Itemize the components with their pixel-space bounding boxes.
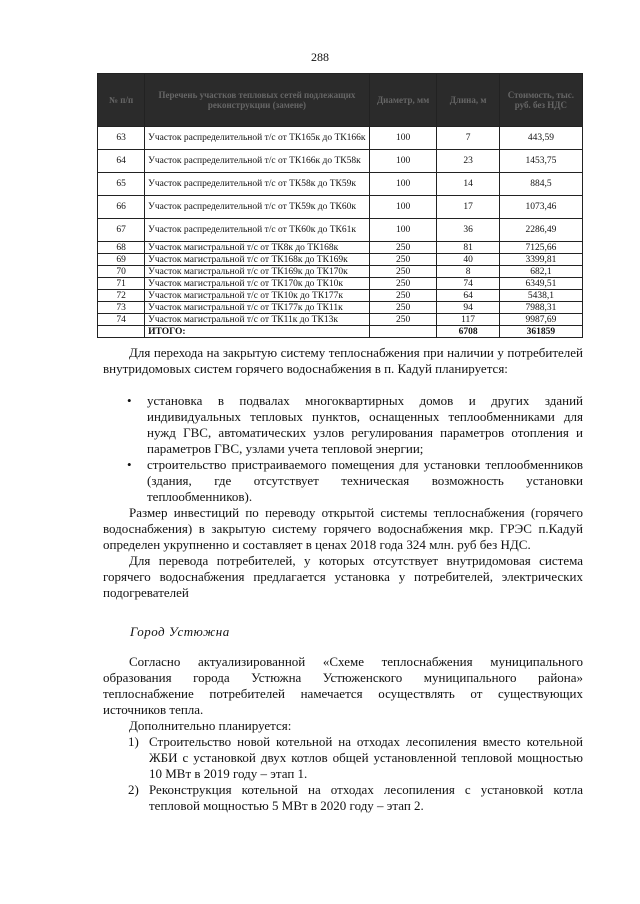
cell-cost: 9987,69 (499, 314, 582, 326)
cell-number: 74 (98, 314, 145, 326)
table-row (98, 254, 583, 266)
cell-number: 64 (98, 150, 145, 173)
section-heading: Город Устюжна (130, 624, 230, 639)
table-row (98, 242, 583, 254)
bullet-item: • установка в подвалах многоквартирных домов и других зданий индивидуальных тепловых пунктов, оснащенных теплообменниками для нужд ГВС, автоматических узлов регулирования параметров отопления и параметров ГВС, узлами учета тепловой энергии; (103, 393, 583, 457)
cell-section: Участок распределительной т/с от ТК59к до ТК60к (145, 196, 370, 219)
col-header-number: № п/п (98, 74, 145, 127)
cell-section: Участок распределительной т/с от ТК60к до ТК61к (145, 219, 370, 242)
item-marker: 2) (128, 782, 139, 797)
cell-diameter: 100 (369, 150, 437, 173)
cell-length: 14 (437, 173, 499, 196)
cell-number (98, 326, 145, 338)
table-total-row (98, 326, 583, 338)
cell-diameter: 100 (369, 173, 437, 196)
cell-section: Участок магистральной т/с от ТК11к до ТК13к (145, 314, 370, 326)
item-text: Строительство новой котельной на отходах лесопиления вместо котельной ЖБИ с установкой двух котлов общей установленной тепловой мощностью 10 МВт в 2019 году – этап 1. (149, 734, 583, 781)
cell-diameter: 100 (369, 127, 437, 150)
table-row (98, 302, 583, 314)
table-row (98, 266, 583, 278)
paragraph-electric-heaters: Для перевода потребителей, у которых отсутствует внутридомовая система горячего водоснабжения предлагается установка у потребителей, электрических подогревателей (103, 553, 583, 600)
cell-length: 74 (437, 278, 499, 290)
cell-diameter: 250 (369, 314, 437, 326)
cell-number: 65 (98, 173, 145, 196)
pipeline-cost-table (97, 73, 583, 338)
col-header-cost: Стоимость, тыс. руб. без НДС (499, 74, 582, 127)
numbered-item (128, 734, 583, 782)
cell-length: 40 (437, 254, 499, 266)
cell-number: 67 (98, 219, 145, 242)
cell-section: Участок распределительной т/с от ТК165к до ТК166к (145, 127, 370, 150)
cell-diameter: 250 (369, 254, 437, 266)
table-row (98, 278, 583, 290)
cell-section: Участок магистральной т/с от ТК169к до ТК170к (145, 266, 370, 278)
bullet-item: • строительство пристраиваемого помещения для установки теплообменников (здания, где отсутствует техническая возможность установки теплообменников). (103, 457, 583, 505)
cell-cost: 443,59 (499, 127, 582, 150)
table-row (98, 173, 583, 196)
col-header-diameter: Диаметр, мм (369, 74, 437, 127)
cell-number: 71 (98, 278, 145, 290)
cell-section: Участок магистральной т/с от ТК8к до ТК168к (145, 242, 370, 254)
item-marker: 1) (128, 734, 139, 749)
cell-length: 64 (437, 290, 499, 302)
cell-length: 81 (437, 242, 499, 254)
cell-length: 94 (437, 302, 499, 314)
cell-diameter: 250 (369, 302, 437, 314)
cell-cost: 5438,1 (499, 290, 582, 302)
item-text: Реконструкция котельной на отходах лесопиления с установкой котла тепловой мощностью 5 МВт в 2020 году – этап 2. (149, 782, 583, 813)
paragraph-additional: Дополнительно планируется: (129, 718, 292, 733)
cell-cost: 7988,31 (499, 302, 582, 314)
cell-section: Участок магистральной т/с от ТК10к до ТК177к (145, 290, 370, 302)
cell-length: 7 (437, 127, 499, 150)
cell-section: Участок магистральной т/с от ТК168к до ТК169к (145, 254, 370, 266)
page-number: 288 (311, 50, 329, 64)
cell-diameter: 250 (369, 242, 437, 254)
table-row (98, 127, 583, 150)
table-row (98, 314, 583, 326)
cell-cost: 884,5 (499, 173, 582, 196)
cell-diameter: 100 (369, 219, 437, 242)
numbered-list (128, 734, 583, 814)
cell-length: 23 (437, 150, 499, 173)
cell-section: Участок распределительной т/с от ТК166к до ТК58к (145, 150, 370, 173)
total-label: ИТОГО: (145, 326, 370, 338)
cell-diameter: 250 (369, 266, 437, 278)
cell-diameter: 250 (369, 290, 437, 302)
cell-length: 117 (437, 314, 499, 326)
cell-number: 72 (98, 290, 145, 302)
cell-cost: 6349,51 (499, 278, 582, 290)
table-row (98, 196, 583, 219)
paragraph-heat-scheme: Согласно актуализированной «Схеме теплоснабжения муниципального образования города Устюжна Устюженского муниципального района» теплоснабжение потребителей намечается осуществлять от существующих источников тепла. (103, 654, 583, 717)
table-row (98, 150, 583, 173)
cell-number: 63 (98, 127, 145, 150)
cell-cost: 1073,46 (499, 196, 582, 219)
bullet-list (103, 393, 583, 505)
table-row (98, 290, 583, 302)
cell-section: Участок распределительной т/с от ТК58к до ТК59к (145, 173, 370, 196)
numbered-item (128, 782, 583, 814)
cell-cost: 7125,66 (499, 242, 582, 254)
cell-length: 36 (437, 219, 499, 242)
cell-number: 70 (98, 266, 145, 278)
cell-number: 73 (98, 302, 145, 314)
cell-cost: 682,1 (499, 266, 582, 278)
cell-diameter: 100 (369, 196, 437, 219)
total-cost: 361859 (499, 326, 582, 338)
cell-number: 68 (98, 242, 145, 254)
paragraph-closed-system: Для перехода на закрытую систему теплоснабжения при наличии у потребителей внутридомовых систем горячего водоснабжения в п. Кадуй планируется: (103, 345, 583, 376)
col-header-section: Перечень участков тепловых сетей подлежащих реконструкции (замене) (145, 74, 370, 127)
cell-number: 69 (98, 254, 145, 266)
cell-cost: 2286,49 (499, 219, 582, 242)
cell-length: 17 (437, 196, 499, 219)
paragraph-investment: Размер инвестиций по переводу открытой системы теплоснабжения (горячего водоснабжения) в закрытую систему горячего водоснабжения мкр. ГРЭС п.Кадуй определен укрупненно и составляет в ценах 2018 года 324 млн. руб без НДС. (103, 505, 583, 552)
total-length: 6708 (437, 326, 499, 338)
cell-diameter (369, 326, 437, 338)
col-header-length: Длина, м (437, 74, 499, 127)
cell-section: Участок магистральной т/с от ТК177к до ТК11к (145, 302, 370, 314)
cell-number: 66 (98, 196, 145, 219)
table-header-row (98, 74, 583, 127)
cell-cost: 1453,75 (499, 150, 582, 173)
cell-length: 8 (437, 266, 499, 278)
cell-cost: 3399,81 (499, 254, 582, 266)
cell-section: Участок магистральной т/с от ТК170к до ТК10к (145, 278, 370, 290)
table-row (98, 219, 583, 242)
cell-diameter: 250 (369, 278, 437, 290)
